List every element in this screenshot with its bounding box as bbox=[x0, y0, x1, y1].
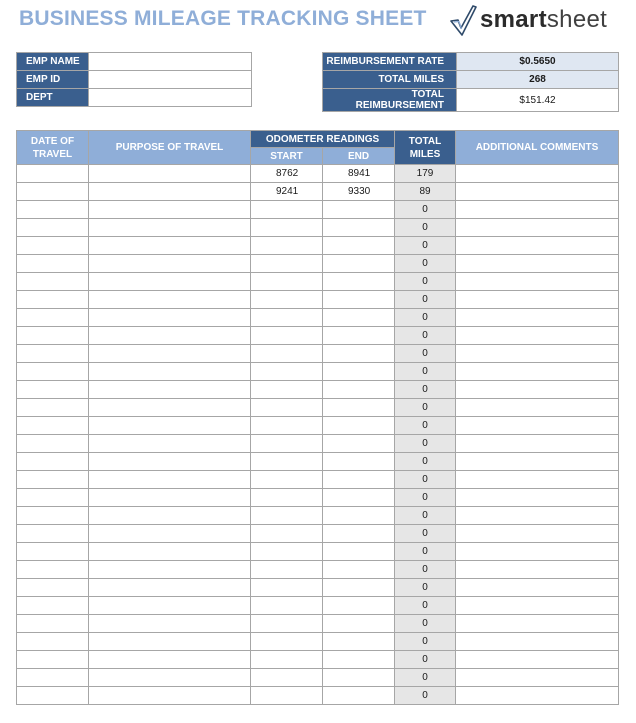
odometer-start-cell[interactable]: 9241 bbox=[251, 183, 323, 201]
comments-cell[interactable] bbox=[456, 381, 619, 399]
odometer-start-cell[interactable] bbox=[251, 651, 323, 669]
odometer-start-cell[interactable] bbox=[251, 471, 323, 489]
odometer-end-cell[interactable] bbox=[323, 345, 395, 363]
total-miles-cell: 0 bbox=[395, 669, 456, 687]
purpose-cell[interactable] bbox=[89, 255, 251, 273]
table-row bbox=[17, 435, 619, 453]
purpose-cell[interactable] bbox=[89, 327, 251, 345]
date-cell[interactable] bbox=[17, 417, 89, 435]
emp-name-label: EMP NAME bbox=[17, 53, 89, 71]
odometer-start-cell[interactable] bbox=[251, 687, 323, 705]
total-miles-cell: 0 bbox=[395, 471, 456, 489]
table-row bbox=[17, 255, 619, 273]
odometer-start-cell[interactable] bbox=[251, 417, 323, 435]
total-miles-cell: 0 bbox=[395, 579, 456, 597]
odometer-end-cell[interactable] bbox=[323, 615, 395, 633]
purpose-cell[interactable] bbox=[89, 399, 251, 417]
total-miles-cell: 0 bbox=[395, 615, 456, 633]
table-row bbox=[17, 543, 619, 561]
odometer-end-cell[interactable] bbox=[323, 381, 395, 399]
total-miles-cell: 0 bbox=[395, 201, 456, 219]
date-cell[interactable] bbox=[17, 489, 89, 507]
odometer-start-cell[interactable] bbox=[251, 579, 323, 597]
date-cell[interactable] bbox=[17, 291, 89, 309]
purpose-cell[interactable] bbox=[89, 309, 251, 327]
odometer-end-cell[interactable] bbox=[323, 651, 395, 669]
col-header-purpose: PURPOSE OF TRAVEL bbox=[89, 131, 251, 165]
total-miles-cell: 0 bbox=[395, 219, 456, 237]
odometer-start-cell[interactable] bbox=[251, 309, 323, 327]
total-reimbursement-label: TOTAL REIMBURSEMENT bbox=[323, 89, 457, 112]
date-cell[interactable] bbox=[17, 669, 89, 687]
odometer-end-cell[interactable] bbox=[323, 543, 395, 561]
odometer-start-cell[interactable]: 8762 bbox=[251, 165, 323, 183]
odometer-end-cell[interactable] bbox=[323, 273, 395, 291]
logo-text: smartsheet bbox=[480, 6, 608, 33]
date-cell[interactable] bbox=[17, 435, 89, 453]
comments-cell[interactable] bbox=[456, 615, 619, 633]
purpose-cell[interactable] bbox=[89, 633, 251, 651]
purpose-cell[interactable] bbox=[89, 687, 251, 705]
total-miles-value: 268 bbox=[457, 71, 619, 89]
total-miles-cell: 0 bbox=[395, 489, 456, 507]
comments-cell[interactable] bbox=[456, 561, 619, 579]
col-header-total-miles: TOTAL MILES bbox=[395, 131, 456, 165]
table-row bbox=[17, 381, 619, 399]
date-cell[interactable] bbox=[17, 525, 89, 543]
total-miles-cell: 0 bbox=[395, 651, 456, 669]
purpose-cell[interactable] bbox=[89, 453, 251, 471]
table-row bbox=[17, 345, 619, 363]
odometer-end-cell[interactable] bbox=[323, 669, 395, 687]
table-row bbox=[17, 273, 619, 291]
odometer-start-cell[interactable] bbox=[251, 255, 323, 273]
smartsheet-logo bbox=[448, 2, 607, 38]
employee-row bbox=[17, 71, 252, 89]
table-row bbox=[17, 309, 619, 327]
odometer-end-cell[interactable] bbox=[323, 327, 395, 345]
purpose-cell[interactable] bbox=[89, 345, 251, 363]
mileage-log-table bbox=[16, 130, 619, 705]
purpose-cell[interactable] bbox=[89, 291, 251, 309]
odometer-end-cell[interactable] bbox=[323, 435, 395, 453]
purpose-cell[interactable] bbox=[89, 273, 251, 291]
total-miles-cell: 0 bbox=[395, 309, 456, 327]
table-row bbox=[17, 669, 619, 687]
date-cell[interactable] bbox=[17, 615, 89, 633]
odometer-end-cell[interactable] bbox=[323, 561, 395, 579]
purpose-cell[interactable] bbox=[89, 561, 251, 579]
comments-cell[interactable] bbox=[456, 237, 619, 255]
emp-name-field[interactable] bbox=[89, 53, 252, 71]
total-miles-label: TOTAL MILES bbox=[323, 71, 457, 89]
table-row bbox=[17, 471, 619, 489]
comments-cell[interactable] bbox=[456, 327, 619, 345]
page-title: BUSINESS MILEAGE TRACKING SHEET bbox=[19, 7, 427, 30]
comments-cell[interactable] bbox=[456, 273, 619, 291]
total-miles-cell: 0 bbox=[395, 381, 456, 399]
col-header-odometer: ODOMETER READINGS bbox=[251, 131, 395, 148]
table-row bbox=[17, 579, 619, 597]
purpose-cell[interactable] bbox=[89, 579, 251, 597]
table-row bbox=[17, 489, 619, 507]
date-cell[interactable] bbox=[17, 651, 89, 669]
comments-cell[interactable] bbox=[456, 633, 619, 651]
col-header-comments: ADDITIONAL COMMENTS bbox=[456, 131, 619, 165]
odometer-end-cell[interactable]: 8941 bbox=[323, 165, 395, 183]
odometer-end-cell[interactable]: 9330 bbox=[323, 183, 395, 201]
comments-cell[interactable] bbox=[456, 291, 619, 309]
odometer-start-cell[interactable] bbox=[251, 507, 323, 525]
odometer-start-cell[interactable] bbox=[251, 363, 323, 381]
odometer-start-cell[interactable] bbox=[251, 597, 323, 615]
odometer-start-cell[interactable] bbox=[251, 219, 323, 237]
table-row bbox=[17, 291, 619, 309]
purpose-cell[interactable] bbox=[89, 165, 251, 183]
purpose-cell[interactable] bbox=[89, 525, 251, 543]
date-cell[interactable] bbox=[17, 309, 89, 327]
table-row bbox=[17, 507, 619, 525]
date-cell[interactable] bbox=[17, 165, 89, 183]
comments-cell[interactable] bbox=[456, 651, 619, 669]
summary-row bbox=[323, 53, 619, 71]
purpose-cell[interactable] bbox=[89, 615, 251, 633]
comments-cell[interactable] bbox=[456, 183, 619, 201]
comments-cell[interactable] bbox=[456, 687, 619, 705]
table-row bbox=[17, 183, 619, 201]
odometer-end-cell[interactable] bbox=[323, 687, 395, 705]
purpose-cell[interactable] bbox=[89, 381, 251, 399]
comments-cell[interactable] bbox=[456, 471, 619, 489]
comments-cell[interactable] bbox=[456, 579, 619, 597]
comments-cell[interactable] bbox=[456, 363, 619, 381]
odometer-end-cell[interactable] bbox=[323, 399, 395, 417]
odometer-end-cell[interactable] bbox=[323, 597, 395, 615]
total-miles-cell: 0 bbox=[395, 399, 456, 417]
comments-cell[interactable] bbox=[456, 507, 619, 525]
purpose-cell[interactable] bbox=[89, 363, 251, 381]
odometer-start-cell[interactable] bbox=[251, 453, 323, 471]
date-cell[interactable] bbox=[17, 399, 89, 417]
reimbursement-rate-label: REIMBURSEMENT RATE bbox=[323, 53, 457, 71]
odometer-start-cell[interactable] bbox=[251, 201, 323, 219]
date-cell[interactable] bbox=[17, 237, 89, 255]
odometer-start-cell[interactable] bbox=[251, 381, 323, 399]
date-cell[interactable] bbox=[17, 453, 89, 471]
purpose-cell[interactable] bbox=[89, 471, 251, 489]
odometer-end-cell[interactable] bbox=[323, 417, 395, 435]
table-row bbox=[17, 651, 619, 669]
comments-cell[interactable] bbox=[456, 669, 619, 687]
table-row bbox=[17, 615, 619, 633]
odometer-end-cell[interactable] bbox=[323, 453, 395, 471]
odometer-end-cell[interactable] bbox=[323, 237, 395, 255]
employee-row bbox=[17, 53, 252, 71]
comments-cell[interactable] bbox=[456, 255, 619, 273]
odometer-start-cell[interactable] bbox=[251, 237, 323, 255]
date-cell[interactable] bbox=[17, 633, 89, 651]
table-row bbox=[17, 219, 619, 237]
odometer-start-cell[interactable] bbox=[251, 669, 323, 687]
emp-id-label: EMP ID bbox=[17, 71, 89, 89]
comments-cell[interactable] bbox=[456, 525, 619, 543]
dept-label: DEPT bbox=[17, 89, 89, 107]
odometer-start-cell[interactable] bbox=[251, 435, 323, 453]
purpose-cell[interactable] bbox=[89, 417, 251, 435]
emp-id-field[interactable] bbox=[89, 71, 252, 89]
comments-cell[interactable] bbox=[456, 219, 619, 237]
total-miles-cell: 0 bbox=[395, 291, 456, 309]
comments-cell[interactable] bbox=[456, 417, 619, 435]
comments-cell[interactable] bbox=[456, 165, 619, 183]
date-cell[interactable] bbox=[17, 273, 89, 291]
date-cell[interactable] bbox=[17, 561, 89, 579]
total-miles-cell: 0 bbox=[395, 273, 456, 291]
date-cell[interactable] bbox=[17, 507, 89, 525]
date-cell[interactable] bbox=[17, 219, 89, 237]
total-miles-cell: 0 bbox=[395, 345, 456, 363]
odometer-start-cell[interactable] bbox=[251, 327, 323, 345]
odometer-end-cell[interactable] bbox=[323, 525, 395, 543]
comments-cell[interactable] bbox=[456, 597, 619, 615]
odometer-start-cell[interactable] bbox=[251, 525, 323, 543]
odometer-end-cell[interactable] bbox=[323, 201, 395, 219]
date-cell[interactable] bbox=[17, 327, 89, 345]
odometer-start-cell[interactable] bbox=[251, 489, 323, 507]
total-reimbursement-value: $151.42 bbox=[457, 89, 619, 112]
total-miles-cell: 0 bbox=[395, 525, 456, 543]
odometer-start-cell[interactable] bbox=[251, 543, 323, 561]
date-cell[interactable] bbox=[17, 255, 89, 273]
date-cell[interactable] bbox=[17, 579, 89, 597]
total-miles-cell: 0 bbox=[395, 363, 456, 381]
employee-row bbox=[17, 89, 252, 107]
date-cell[interactable] bbox=[17, 381, 89, 399]
date-cell[interactable] bbox=[17, 345, 89, 363]
total-miles-cell: 0 bbox=[395, 543, 456, 561]
table-row bbox=[17, 561, 619, 579]
total-miles-cell: 0 bbox=[395, 597, 456, 615]
col-header-end: END bbox=[323, 148, 395, 165]
purpose-cell[interactable] bbox=[89, 237, 251, 255]
table-row bbox=[17, 453, 619, 471]
reimbursement-rate-field[interactable]: $0.5650 bbox=[457, 53, 619, 71]
purpose-cell[interactable] bbox=[89, 507, 251, 525]
odometer-end-cell[interactable] bbox=[323, 219, 395, 237]
employee-info-table bbox=[16, 52, 252, 107]
table-row bbox=[17, 525, 619, 543]
purpose-cell[interactable] bbox=[89, 597, 251, 615]
odometer-start-cell[interactable] bbox=[251, 561, 323, 579]
total-miles-cell: 179 bbox=[395, 165, 456, 183]
odometer-end-cell[interactable] bbox=[323, 489, 395, 507]
date-cell[interactable] bbox=[17, 471, 89, 489]
date-cell[interactable] bbox=[17, 363, 89, 381]
odometer-end-cell[interactable] bbox=[323, 579, 395, 597]
table-header-row bbox=[17, 131, 619, 148]
odometer-end-cell[interactable] bbox=[323, 309, 395, 327]
odometer-end-cell[interactable] bbox=[323, 291, 395, 309]
comments-cell[interactable] bbox=[456, 201, 619, 219]
total-miles-cell: 0 bbox=[395, 255, 456, 273]
odometer-end-cell[interactable] bbox=[323, 507, 395, 525]
table-row bbox=[17, 399, 619, 417]
table-row bbox=[17, 687, 619, 705]
total-miles-cell: 0 bbox=[395, 237, 456, 255]
col-header-start: START bbox=[251, 148, 323, 165]
odometer-start-cell[interactable] bbox=[251, 633, 323, 651]
purpose-cell[interactable] bbox=[89, 669, 251, 687]
table-row bbox=[17, 363, 619, 381]
date-cell[interactable] bbox=[17, 543, 89, 561]
odometer-start-cell[interactable] bbox=[251, 273, 323, 291]
odometer-start-cell[interactable] bbox=[251, 291, 323, 309]
purpose-cell[interactable] bbox=[89, 201, 251, 219]
comments-cell[interactable] bbox=[456, 435, 619, 453]
comments-cell[interactable] bbox=[456, 489, 619, 507]
date-cell[interactable] bbox=[17, 201, 89, 219]
comments-cell[interactable] bbox=[456, 309, 619, 327]
total-miles-cell: 0 bbox=[395, 561, 456, 579]
table-row bbox=[17, 165, 619, 183]
purpose-cell[interactable] bbox=[89, 489, 251, 507]
total-miles-cell: 0 bbox=[395, 633, 456, 651]
comments-cell[interactable] bbox=[456, 345, 619, 363]
total-miles-cell: 0 bbox=[395, 435, 456, 453]
reimbursement-summary-table bbox=[322, 52, 619, 112]
total-miles-cell: 0 bbox=[395, 327, 456, 345]
purpose-cell[interactable] bbox=[89, 183, 251, 201]
table-row bbox=[17, 633, 619, 651]
dept-field[interactable] bbox=[89, 89, 252, 107]
table-row bbox=[17, 597, 619, 615]
table-row bbox=[17, 417, 619, 435]
date-cell[interactable] bbox=[17, 183, 89, 201]
comments-cell[interactable] bbox=[456, 543, 619, 561]
odometer-start-cell[interactable] bbox=[251, 615, 323, 633]
odometer-start-cell[interactable] bbox=[251, 399, 323, 417]
summary-row bbox=[323, 71, 619, 89]
total-miles-cell: 0 bbox=[395, 417, 456, 435]
odometer-end-cell[interactable] bbox=[323, 255, 395, 273]
total-miles-cell: 0 bbox=[395, 507, 456, 525]
total-miles-cell: 89 bbox=[395, 183, 456, 201]
checkmark-icon bbox=[448, 4, 478, 36]
col-header-date: DATE OF TRAVEL bbox=[17, 131, 89, 165]
odometer-start-cell[interactable] bbox=[251, 345, 323, 363]
table-row bbox=[17, 201, 619, 219]
total-miles-cell: 0 bbox=[395, 453, 456, 471]
purpose-cell[interactable] bbox=[89, 435, 251, 453]
purpose-cell[interactable] bbox=[89, 219, 251, 237]
date-cell[interactable] bbox=[17, 687, 89, 705]
date-cell[interactable] bbox=[17, 597, 89, 615]
odometer-end-cell[interactable] bbox=[323, 633, 395, 651]
table-row bbox=[17, 237, 619, 255]
purpose-cell[interactable] bbox=[89, 543, 251, 561]
summary-row bbox=[323, 89, 619, 112]
comments-cell[interactable] bbox=[456, 453, 619, 471]
odometer-end-cell[interactable] bbox=[323, 363, 395, 381]
odometer-end-cell[interactable] bbox=[323, 471, 395, 489]
total-miles-cell: 0 bbox=[395, 687, 456, 705]
comments-cell[interactable] bbox=[456, 399, 619, 417]
purpose-cell[interactable] bbox=[89, 651, 251, 669]
table-row bbox=[17, 327, 619, 345]
